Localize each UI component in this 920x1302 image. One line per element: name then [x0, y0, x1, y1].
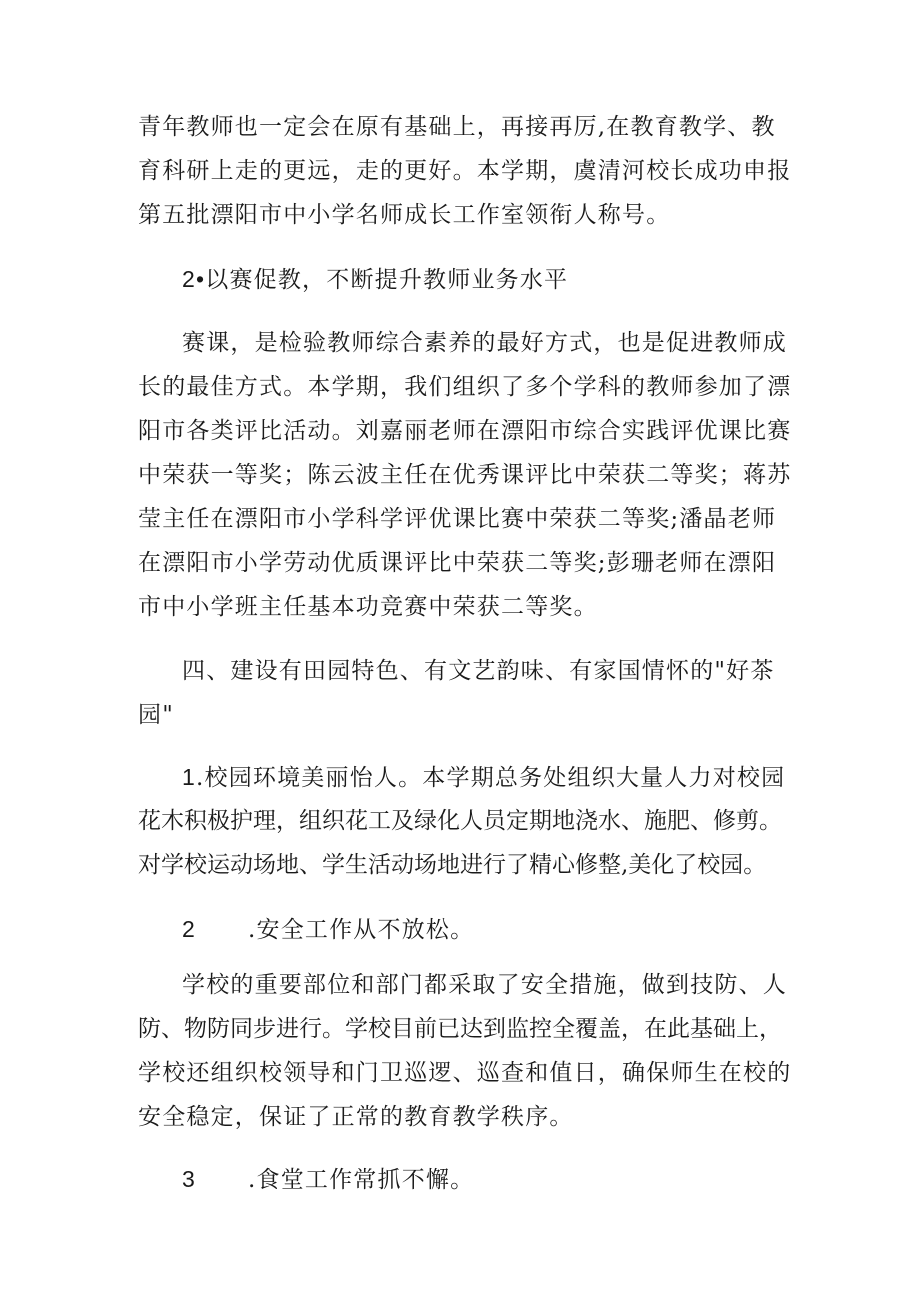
heading-text: .安全工作从不放松。: [248, 917, 475, 943]
paragraph-line: 市中小学班主任基本功竞赛中荣获二等奖。: [138, 594, 598, 620]
section-heading: [182, 264, 568, 295]
paragraph-line: 学校的重要部位和部门都采取了安全措施，做到技防、人: [182, 972, 787, 998]
paragraph-line: [182, 762, 785, 793]
item-text: .校园环境美丽怡人。本学期总务处组织大量人力对校园: [196, 765, 786, 791]
heading-number: 2: [182, 916, 196, 942]
heading-text: .食堂工作常抓不懈。: [248, 1167, 475, 1193]
section-heading: [182, 914, 474, 945]
paragraph-line: 莹主任在漂阳市小学科学评优课比赛中荣获二等奖;潘晶老师: [138, 506, 777, 532]
section-heading: 四、建设有田园特色、有文艺韵味、有家国情怀的"好茶: [182, 658, 775, 684]
paragraph-line: 第五批漂阳市中小学名师成长工作室领衔人称号。: [138, 202, 671, 228]
section-heading: 园": [138, 702, 174, 728]
paragraph-line: 对学校运动场地、学生活动场地进行了精心修整,美化了校园。: [138, 852, 767, 878]
paragraph-line: 安全稳定，保证了正常的教育教学秩序。: [138, 1104, 574, 1130]
heading-number: 3: [182, 1166, 196, 1192]
paragraph-line: 赛课，是检验教师综合素养的最好方式，也是促进教师成: [182, 330, 787, 356]
heading-text: 以赛促教，不断提升教师业务水平: [205, 267, 569, 293]
paragraph-line: 防、物防同步进行。学校目前已达到监控全覆盖，在此基础上，: [138, 1016, 782, 1042]
paragraph-line: 青年教师也一定会在原有基础上，再接再厉,在教育教学、教: [138, 114, 776, 140]
paragraph-line: 阳市各类评比活动。刘嘉丽老师在漂阳市综合实践评优课比赛: [138, 418, 792, 444]
paragraph-line: 长的最佳方式。本学期，我们组织了多个学科的教师参加了漂: [138, 374, 792, 400]
paragraph-line: 中荣获一等奖；陈云波主任在优秀课评比中荣获二等奖；蒋苏: [138, 462, 792, 488]
paragraph-line: 花木积极护理，组织花工及绿化人员定期地浇水、施肥、修剪。: [138, 808, 782, 834]
section-heading: [182, 1164, 474, 1195]
paragraph-line: 育科研上走的更远，走的更好。本学期，虞清河校长成功申报: [138, 158, 792, 184]
item-number: 1: [182, 764, 196, 790]
heading-number: 2•: [182, 266, 206, 292]
paragraph-line: 在漂阳市小学劳动优质课评比中荣获二等奖;彭珊老师在漂阳: [138, 550, 777, 576]
paragraph-line: 学校还组织校领导和门卫巡逻、巡查和值日，确保师生在校的: [138, 1060, 792, 1086]
